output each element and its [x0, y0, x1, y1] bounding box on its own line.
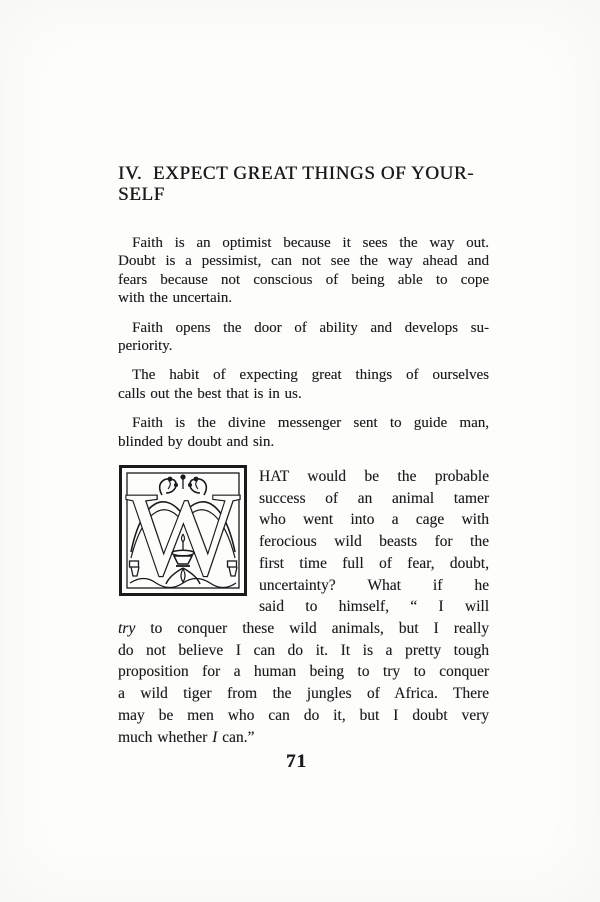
text-line: try to conquer these wild animals, but I really — [118, 619, 489, 637]
page-number: 71 — [286, 751, 307, 773]
chapter-title-line-2: SELF — [118, 184, 165, 205]
text-line: The habit of expecting great things of ourselves — [132, 367, 489, 384]
text-line: success of an animal tamer — [259, 489, 489, 507]
text-line: do not believe I can do it. It is a pretty tough — [118, 641, 489, 659]
ornate-initial-w — [118, 464, 248, 597]
text-line: much whether I can.” — [118, 728, 255, 746]
text-line: blinded by doubt and sin. — [118, 433, 275, 450]
text-line: Faith is an optimist because it sees the way out. — [132, 235, 489, 251]
page-content — [118, 163, 489, 773]
paragraph-divine-messenger — [118, 414, 489, 451]
ornate-initial-w-image — [118, 464, 248, 597]
text-line: fears because not conscious of being able to cope — [118, 271, 489, 288]
text-line: proposition for a human being to try to conquer — [118, 663, 489, 681]
text-line: with the uncertain. — [118, 290, 233, 307]
text-line: may be men who can do it, but I doubt very — [118, 706, 489, 724]
chapter-title-line-1: IV. EXPECT GREAT THINGS OF YOUR- — [118, 163, 475, 184]
text-line: calls out the best that is in us. — [118, 385, 302, 402]
paragraph-habit-of-expecting — [118, 366, 489, 403]
text-line: Faith is the divine messenger sent to guide man, — [132, 415, 489, 432]
text-line: said to himself, “ I will — [259, 598, 489, 616]
text-line: a wild tiger from the jungles of Africa. There — [118, 685, 489, 703]
text-line: first time full of fear, doubt, — [259, 554, 489, 572]
text-line: Faith opens the door of ability and develops su- — [132, 319, 489, 336]
chapter-title — [118, 163, 489, 205]
dropcap-paragraph — [118, 466, 489, 748]
text-line: ferocious wild beasts for the — [259, 533, 489, 551]
text-line: who went into a cage with — [259, 511, 489, 529]
paragraph-faith-opens-door — [118, 319, 489, 356]
text-line: HAT would be the probable — [259, 468, 489, 486]
dropcap-letter: W — [126, 467, 240, 598]
text-line: uncertainty? What if he — [259, 576, 489, 594]
paragraph-faith-optimist — [118, 234, 489, 308]
text-line: Doubt is a pessimist, can not see the way ahead and — [118, 253, 489, 270]
text-line: periority. — [118, 338, 173, 355]
